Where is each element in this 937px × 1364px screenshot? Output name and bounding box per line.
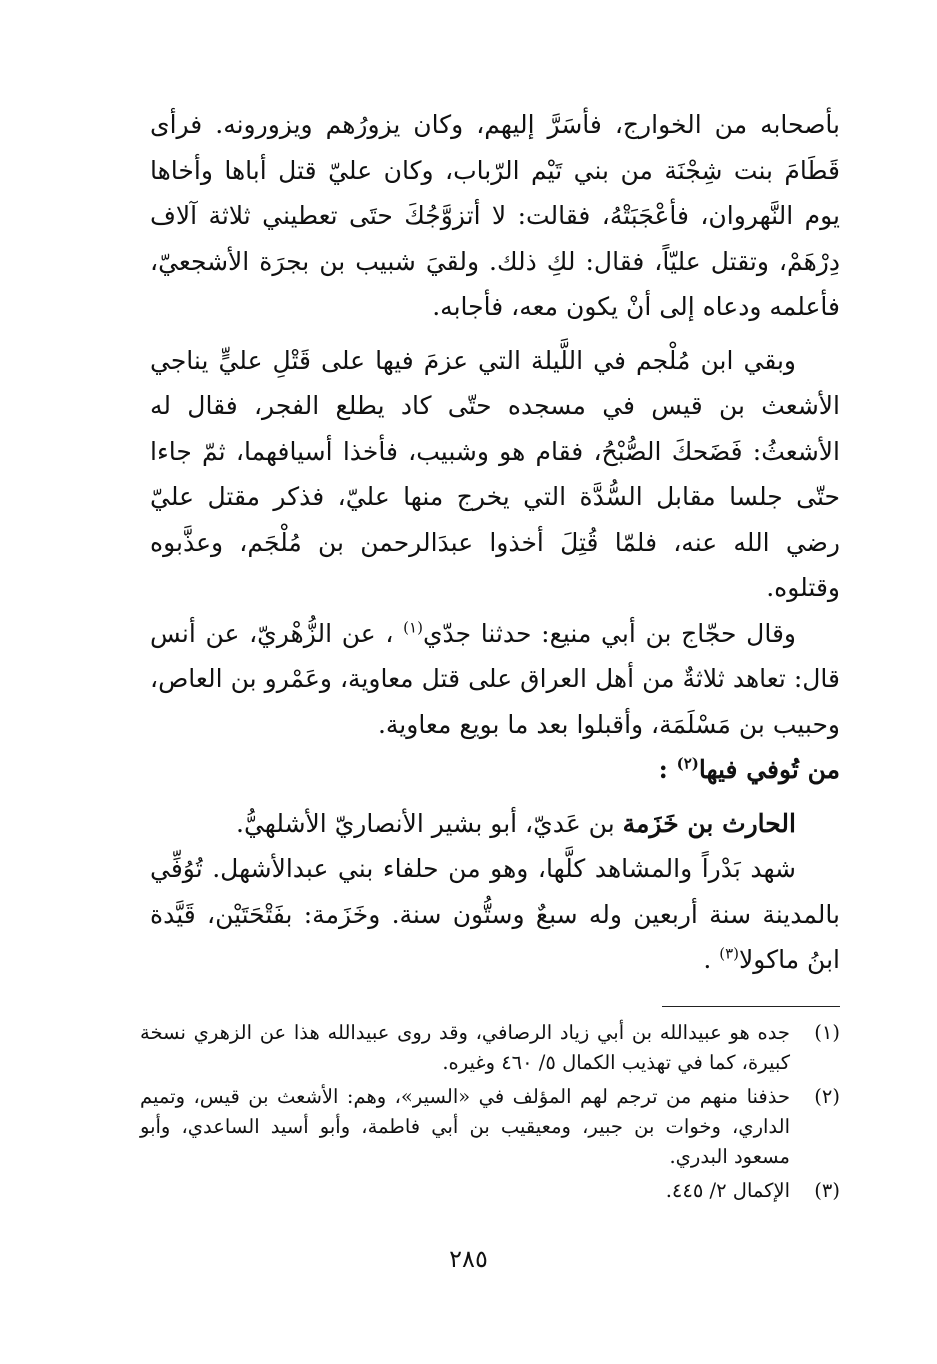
footnote-ref-1: (١) [403,618,423,637]
section-heading [150,747,840,793]
paragraph-badr [150,846,840,983]
footnotes [140,1018,840,1210]
paragraph-badr-text: شهد بَدْراً والمشاهد كلَّها، وهو من حلفاء بني عبدالأشهل. تُوُفِّي بالمدينة سنة أربعين وله سبعٌ وستُّون سنة. وخَزَمة: بفَتْحَتَيْن، قَيَّدة ابنُ ماكولا [150,854,840,974]
paragraph-khawarij: بأصحابه من الخوارج، فأسَرَّ إليهم، وكان يزورُهم ويزورونه. فرأى قَطَامَ بنت شِجْنَة من بني تَيْم الرّباب، وكان عليّ قتل أباها وأخاها يوم النَّهروان، فأعْجَبَتْهُ، فقالت: لا أتزوَّجُكَ حتَى تعطيني ثلاثة آلاف دِرْهَمْ، وتقتل عليّاً، فقال: لكِ ذلك. ولقيَ شبيب بن بجرَة الأشجعيّ، فأعلمه ودعاه إلى أنْ يكون معه، فأجابه. [150,110,840,321]
footnote-number: (٣) [814,1179,840,1202]
footnote-divider [662,1006,840,1007]
paragraph-hajjaj-start: وقال حجّاج بن أبي منيع: حدثنا جدّي [422,618,796,648]
entry-lineage: بن عَديّ، أبو بشير الأنصاريّ الأشلهيُّ. [236,808,623,838]
footnote-1 [140,1018,840,1078]
footnote-3 [140,1176,840,1206]
footnote-ref-3: (٣) [719,944,740,963]
footnote-text: جده هو عبيدالله بن أبي زياد الرصافي، وقد روى عبيدالله هذا عن الزهري نسخة كبيرة، كما في تهذيب الكمال ٥/ ٤٦٠ وغيره. [140,1021,790,1074]
section-heading-text: من تُوفي فيها [698,755,840,784]
section-heading-colon: : [658,755,677,784]
main-text [150,102,840,983]
footnote-2 [140,1082,840,1172]
paragraph-ibn-muljam: وبقي ابن مُلْجم في اللَّيلة التي عزمَ فيها على قَتْلِ عليٍّ يناجي الأشعث بن قيس في مسجده حتّى كاد يطلع الفجر، فقال له الأشعثُ: فَضَحكَ الصُّبْحُ، فقام هو وشبيب، فأخذا أسيافهما، ثمّ جاءا حتّى جلسا مقابل السُّدَّة التي يخرج منها عليّ، فذكر مقتل عليّ رضي الله عنه، فلمّا قُتِلَ أخذوا عبدَالرحمن بن مُلْجَم، وعذَّبوه وقتلوه. [150,345,840,602]
footnote-number: (٢) [814,1085,840,1108]
entry-name: الحارث بن خَزَمة [622,808,796,838]
paragraph-badr-end: . [703,945,720,974]
entry-harith [150,801,840,847]
footnote-text: الإكمال ٢/ ٤٤٥. [665,1179,790,1202]
page-number: ٢٨٥ [449,1245,488,1273]
paragraph-hajjaj [150,611,840,748]
paragraph-hajjaj-end: ، عن الزُّهْريّ، عن أنس قال: تعاهد ثلاثةٌ من أهل العراق على قتل معاوية، وعَمْرو بن العاص، وحبيب بن مَسْلَمَة، وأقبلوا بعد ما بويع معاوية. [150,618,840,739]
footnote-number: (١) [814,1021,840,1044]
footnote-ref-2: (٢) [676,754,699,773]
footnote-text: حذفنا منهم من ترجم لهم المؤلف في «السير»، وهم: الأشعث بن قيس، وتميم الداري، وخوات بن جبير، ومعيقيب بن أبي فاطمة، وأبو أسيد الساعدي، وأبو مسعود البدري. [140,1085,790,1168]
